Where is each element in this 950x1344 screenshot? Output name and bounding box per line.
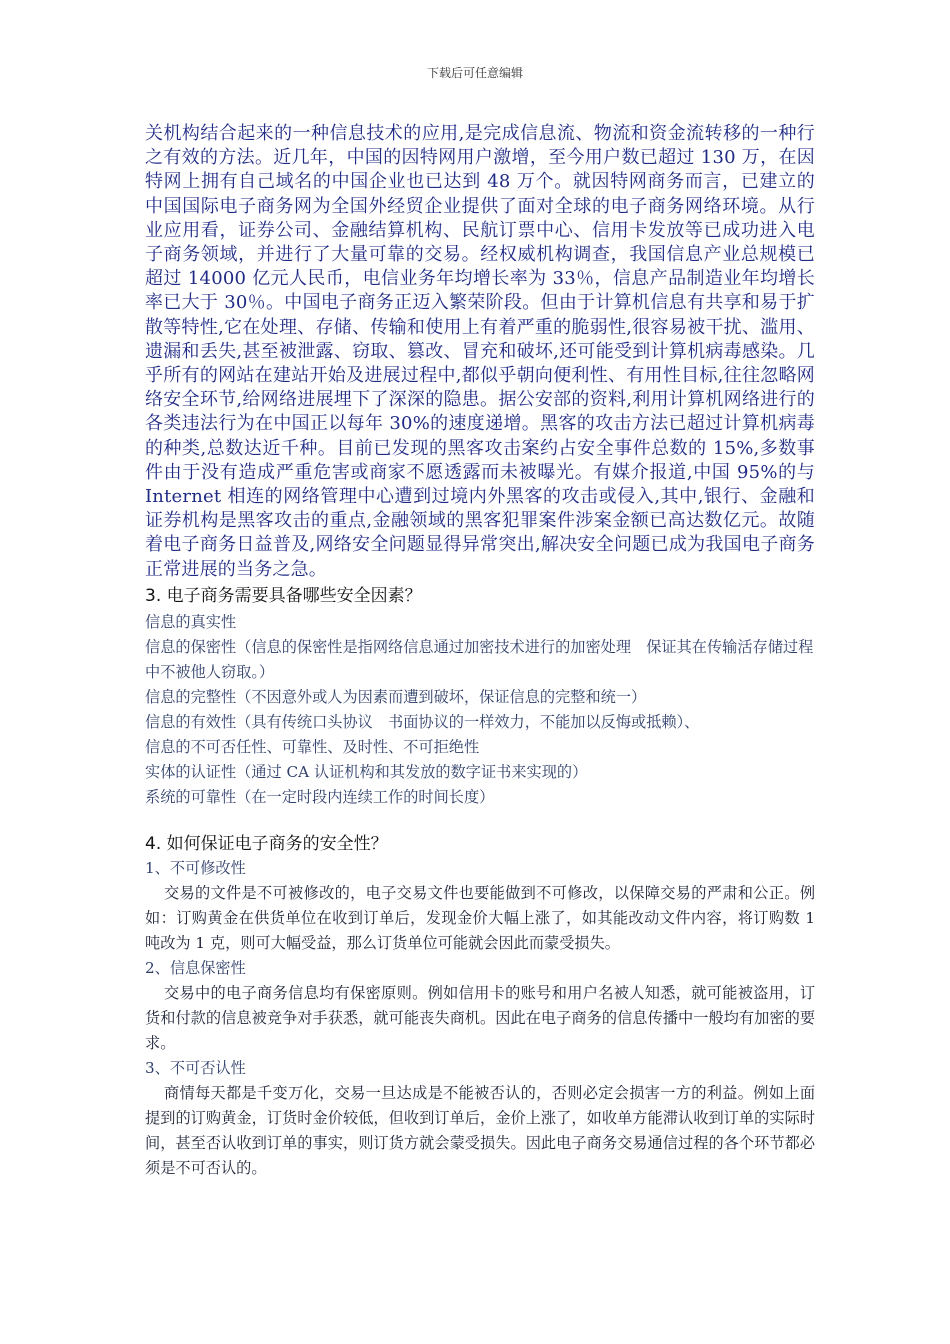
page-header: 下载后可任意编辑 bbox=[426, 66, 523, 80]
list-item: 信息的完整性（不因意外或人为因素而遭到破坏，保证信息的完整和统一） bbox=[145, 687, 647, 706]
list-item: 信息的不可否任性、可靠性、及时性、不可拒绝性 bbox=[145, 737, 480, 756]
document-body bbox=[145, 122, 815, 1181]
subsection-title: 3、不可否认性 bbox=[145, 1058, 246, 1077]
subsection-body: 交易的文件是不可被修改的，电子交易文件也要能做到不可修改，以保障交易的严肃和公正。例如：订购黄金在供货单位在收到订单后，发现金价大幅上涨了，如其能改动文件内容，将订购数 1 吨改为 1 克，则可大幅受益，那么订货单位可能就会因此而蒙受损失。 bbox=[145, 883, 815, 952]
list-item: 实体的认证性（通过 CA 认证机构和其发放的数字证书来实现的） bbox=[145, 762, 588, 781]
list-item: 信息的保密性（信息的保密性是指网络信息通过加密技术进行的加密处理 保证其在传输活存储过程中不被他人窃取。） bbox=[145, 637, 814, 681]
list-item: 系统的可靠性（在一定时段内连续工作的时间长度） bbox=[145, 787, 495, 806]
intro-paragraph: 关机构结合起来的一种信息技术的应用,是完成信息流、物流和资金流转移的一种行之有效的方法。近几年，中国的因特网用户激增，至今用户数已超过 130 万，在因特网上拥有自己域名的中国企业也已达到 48 万个。就因特网商务而言，已建立的中国国际电子商务网为全国外经贸企业提供了面对全球的电子商务网络环境。从行业应用看，证券公司、金融结算机构、民航订票中心、信用卡发放等已成功进入电子商务领域，并进行了大量可靠的交易。经权威机构调查，我国信息产业总规模已超过 14000 亿元人民币，电信业务年均增长率为 33％，信息产品制造业年均增长率已大于 30％。中国电子商务正迈入繁荣阶段。但由于计算机信息有共享和易于扩散等特性,它在处理、存储、传输和使用上有着严重的脆弱性,很容易被干扰、滥用、遗漏和丢失,甚至被泄露、窃取、篡改、冒充和破坏,还可能受到计算机病毒感染。几乎所有的网站在建站开始及进展过程中,都似乎朝向便利性、有用性目标,往往忽略网络安全环节,给网络进展埋下了深深的隐患。据公安部的资料,利用计算机网络进行的各类违法行为在中国正以每年 30%的速度递增。黑客的攻击方法已超过计算机病毒的种类,总数达近千种。目前已发现的黑客攻击案约占安全事件总数的 15%,多数事件由于没有造成严重危害或商家不愿透露而未被曝光。有媒介报道,中国 95%的与 Internet 相连的网络管理中心遭到过境内外黑客的攻击或侵入,其中,银行、金融和证券机构是黑客攻击的重点,金融领域的黑客犯罪案件涉案金额已高达数亿元。故随着电子商务日益普及,网络安全问题显得异常突出,解决安全问题已成为我国电子商务正常进展的当务之急。 bbox=[145, 123, 815, 580]
security-factors-list bbox=[145, 610, 815, 810]
subsection-title: 1、不可修改性 bbox=[145, 858, 246, 877]
list-item: 信息的真实性 bbox=[145, 612, 237, 631]
section-4-heading: 4. 如何保证电子商务的安全性？ bbox=[145, 833, 388, 854]
subsection-title: 2、信息保密性 bbox=[145, 958, 246, 977]
subsection-confidentiality bbox=[145, 956, 815, 1056]
subsection-body: 交易中的电子商务信息均有保密原则。例如信用卡的账号和用户名被人知悉，就可能被盗用，订货和付款的信息被竞争对手获悉，就可能丧失商机。因此在电子商务的信息传播中一般均有加密的要求。 bbox=[145, 983, 815, 1052]
subsection-body: 商情每天都是千变万化，交易一旦达成是不能被否认的，否则必定会损害一方的利益。例如上面提到的订购黄金，订货时金价较低，但收到订单后，金价上涨了，如收单方能滞认收到订单的实际时间，甚至否认收到订单的事实，则订货方就会蒙受损失。因此电子商务交易通信过程的各个环节都必须是不可否认的。 bbox=[145, 1083, 815, 1177]
subsection-unmodifiable bbox=[145, 856, 815, 956]
list-item: 信息的有效性（具有传统口头协议 书面协议的一样效力，不能加以反悔或抵赖）、 bbox=[145, 712, 700, 731]
section-3-heading: 3. 电子商务需要具备哪些安全因素？ bbox=[145, 585, 422, 606]
subsection-non-repudiation bbox=[145, 1056, 815, 1181]
